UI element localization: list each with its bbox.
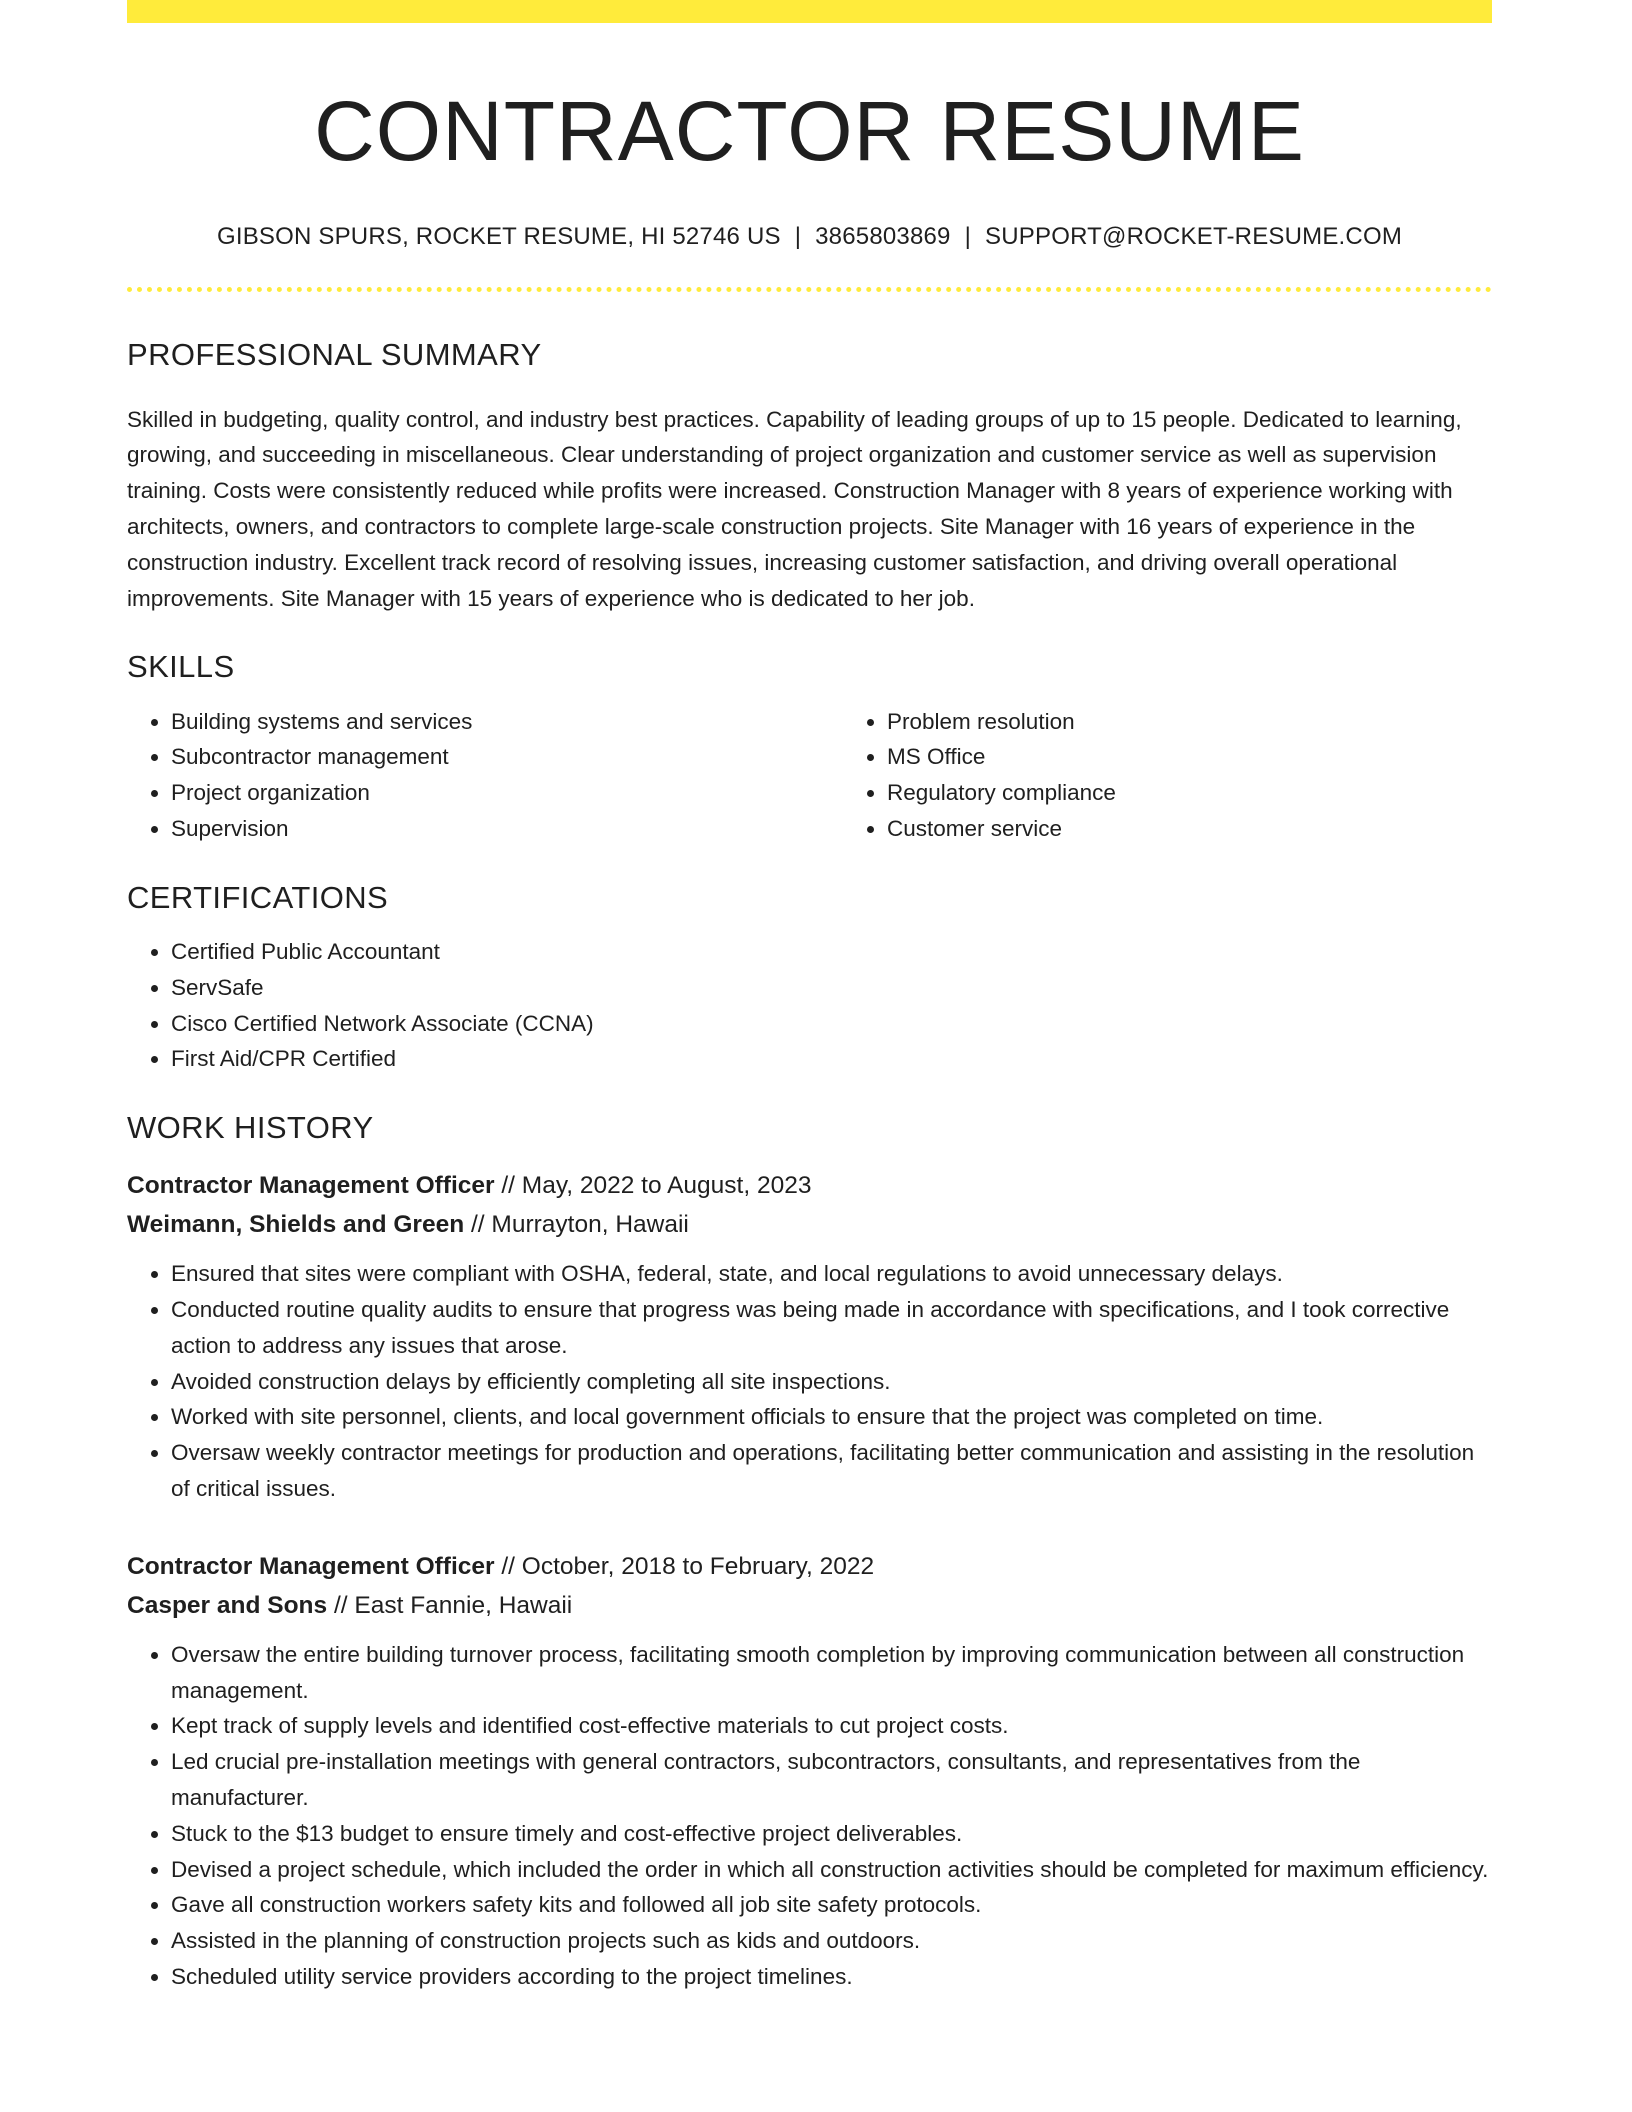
certification-item: • ServSafe [171,970,1492,1006]
top-accent-bar [127,0,1492,23]
skill-item: • MS Office [887,739,1559,775]
job-bullet: • Led crucial pre-installation meetings with general contractors, subcontractors, consultants, and representatives from the manufacturer. [171,1744,1492,1816]
section-heading: WORK HISTORY [127,1110,374,1146]
job-location: // East Fannie, Hawaii [327,1591,573,1619]
contact-address: GIBSON SPURS, ROCKET RESUME, HI 52746 US [216,223,781,251]
job-bullet: • Devised a project schedule, which included the order in which all construction activities should be completed for maximum efficiency. [171,1852,1492,1888]
job-bullet: • Ensured that sites were compliant with OSHA, federal, state, and local regulations to avoid unnecessary delays. [171,1256,1492,1292]
skills-column-left [127,704,843,847]
job-company-line [127,1586,1492,1625]
job-entry [127,1166,1492,1507]
job-title: Contractor Management Officer [127,1172,495,1200]
professional-summary-section [127,336,1492,616]
job-title-line [127,1547,1492,1586]
skill-item: • Subcontractor management [171,739,843,775]
job-bullet: • Oversaw the entire building turnover process, facilitating smooth completion by improving communication between all construction management. [171,1637,1492,1709]
skill-item: • Building systems and services [171,704,843,740]
job-bullet: • Gave all construction workers safety kits and followed all job site safety protocols. [171,1887,1492,1923]
contact-phone: 3865803869 [815,223,951,251]
job-bullet: • Worked with site personnel, clients, and local government officials to ensure that the project was completed on time. [171,1399,1492,1435]
certification-item: • First Aid/CPR Certified [171,1041,1492,1077]
job-bullet: • Stuck to the $13 budget to ensure timely and cost-effective project deliverables. [171,1816,1492,1852]
job-dates: // October, 2018 to February, 2022 [494,1552,875,1580]
job-title-line [127,1166,1492,1205]
work-history-section [127,1109,1492,1995]
job-bullet: • Kept track of supply levels and identified cost-effective materials to cut project costs. [171,1708,1492,1744]
job-bullet: • Oversaw weekly contractor meetings for production and operations, facilitating better communication and assisting in the resolution of critical issues. [171,1435,1492,1507]
certification-item: • Certified Public Accountant [171,934,1492,970]
skills-section [127,648,1492,846]
contact-separator: | [964,223,972,251]
resume-page [127,0,1492,1995]
summary-text: Skilled in budgeting, quality control, and industry best practices. Capability of leading groups of up to 15 people. Dedicated to learning, growing, and succeeding in miscellaneous. Clear understanding of project organization and customer service as well as supervision training. Costs were consistently reduced while profits were increased. Construction Manager with 8 years of experience working with architects, owners, and contractors to complete large-scale construction projects. Site Manager with 16 years of experience in the construction industry. Excellent track record of resolving issues, increasing customer satisfaction, and driving overall operational improvements. Site Manager with 15 years of experience who is dedicated to her job. [127,406,1462,611]
contact-line [127,223,1492,251]
certification-item: • Cisco Certified Network Associate (CCNA) [171,1006,1492,1042]
contact-separator: | [794,223,802,251]
job-bullet: • Avoided construction delays by efficiently completing all site inspections. [171,1364,1492,1400]
section-heading: CERTIFICATIONS [127,879,389,915]
contact-email: SUPPORT@ROCKET-RESUME.COM [985,223,1403,251]
certifications-section [127,879,1492,1077]
skill-item: • Project organization [171,775,843,811]
skill-item: • Regulatory compliance [887,775,1559,811]
section-heading: PROFESSIONAL SUMMARY [127,337,542,373]
job-company-line [127,1205,1492,1244]
job-bullets [127,1637,1492,1995]
skill-item: • Problem resolution [887,704,1559,740]
job-dates: // May, 2022 to August, 2023 [494,1172,812,1200]
skills-column-right [843,704,1559,847]
skill-item: • Customer service [887,811,1559,847]
job-company: Casper and Sons [127,1591,328,1619]
job-company: Weimann, Shields and Green [127,1211,465,1239]
section-heading: SKILLS [127,649,235,685]
job-bullet: • Scheduled utility service providers according to the project timelines. [171,1959,1492,1995]
skills-grid [127,704,1492,847]
header-divider [127,287,1492,292]
job-bullet: • Conducted routine quality audits to ensure that progress was being made in accordance with specifications, and I took corrective action to address any issues that arose. [171,1292,1492,1364]
resume-title: CONTRACTOR RESUME [314,84,1305,178]
job-location: // Murrayton, Hawaii [464,1211,689,1239]
job-entry [127,1547,1492,1995]
job-bullet: • Assisted in the planning of construction projects such as kids and outdoors. [171,1923,1492,1959]
certifications-list [127,934,1492,1077]
job-title: Contractor Management Officer [127,1552,495,1580]
job-bullets [127,1256,1492,1507]
skill-item: • Supervision [171,811,843,847]
